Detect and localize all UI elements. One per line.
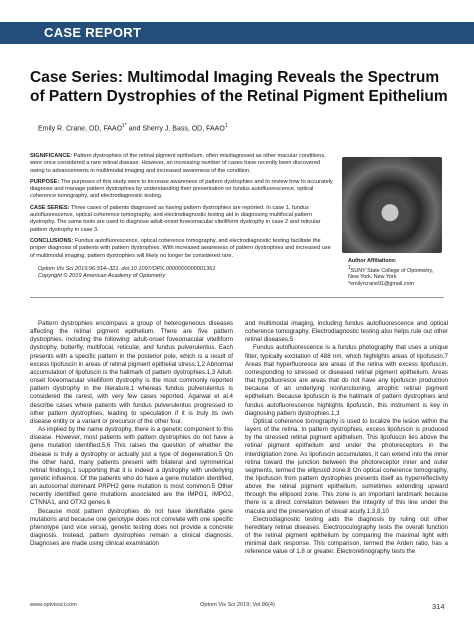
paragraph: Electrodiagnostic testing aids the diagnosis by ruling out other hereditary retinal diseases. Electrooculography tests the overall function of the retinal pigment epithelium by comparing the maximal light with minimal dark response. This comparison, termed the Arden ratio, has a reference value of 1.8 or greater. Electroretinography tests the [245,515,448,556]
case-series-text: Three cases of patients diagnosed as having pattern dystrophies are reported. In case 1, fundus autofluorescence, optical coherence tomography, and electrodiagnostic testing aid in diagnosing multifocal pattern dystrophy. The same tools are used to diagnose adult-onset foveomacular vitelliform dystrophy in case 2 and reticular pattern dystrophy in case 3. [30,204,321,233]
body-column-left [30,320,233,548]
author-2-sup: 1 [224,123,228,129]
affiliations-heading: Author Affiliations: [348,258,397,264]
author-affiliations [348,258,458,287]
body-column-right [245,320,448,557]
significance-text: Pattern dystrophies of the retinal pigment epithelium, often misdiagnosed as other macular conditions, were once considered a rare retinal disease. However, an increasing number of cases have recently been discovered owing to advancements in multimodal imaging and increased awareness of the condition. [30,153,326,174]
copyright: Copyright © 2019 American Academy of Optometry [38,273,166,280]
purpose-text: The purposes of this study were to increase awareness of pattern dystrophies and to review how to accurately diagnose and manage pattern dystrophies by understanding their presentation on fundus autofluorescence, optical coherence tomography, and electrodiagnostic testing. [30,178,333,200]
fundus-autofluorescence-image [342,157,442,253]
paragraph: As implied by the name dystrophy, there is a genetic component to this disease. However, most patients with pattern dystrophies do not have a gene mutation identified.5,6 This raises the question of whether the disease is truly a dystrophy or actually just a type of degeneration.5 On the other hand, many patients present with bilateral and symmetrical retinal findings,1 supporting that it is indeed a dystrophy with underlying genetic influence. Of the patients who do have a gene mutation identified, an autosomal dominant PRPH2 gene mutation is most common.5 Other recently identified gene mutations associated are the IMPG1, IMPG2, CTNNA1, and OTX2 genes.6 [30,426,233,507]
paragraph: Optical coherence tomography is used to localize the lesion within the layers of the retina. In pattern dystrophies, excess lipofuscin is produced by the stressed retinal pigment epithelium. This lipofuscin lies above the retinal pigment epithelium and under the photoreceptors in the interdigitation zone. As lipofuscin accumulates, it can extend into the inner retina toward the junction between the photoreceptor inner and outer segments, termed the ellipsoid zone.8 On optical coherence tomography, the lipofuscin from pattern dystrophies presents itself as hyperreflectivity above the retinal pigment epithelium, sometimes extending upward through the ellipsoid zone. This zone is an important landmark because there is a direct correlation between the integrity of this line under the macula and the preservation of visual acuity.1,3,8,10 [245,417,448,515]
affiliation-line2: New York, New York [348,273,397,280]
section-label: CASE REPORT [44,25,142,40]
significance-label: SIGNIFICANCE: [30,153,72,159]
purpose-label: PURPOSE: [30,178,60,185]
conclusions-label: CONCLUSIONS: [30,237,74,244]
affiliation-line1: 1SUNY State College of Optometry, [348,264,434,274]
abstract-significance [30,153,335,175]
article-title: Case Series: Multimodal Imaging Reveals the Spectrum of Pattern Dystrophies of the Retinal Pigment Epithelium [30,69,448,105]
section-divider [30,297,444,298]
case-series-label: CASE SERIES: [30,204,70,211]
footer-journal: Optom Vis Sci 2019; Vol 96(4) [200,602,275,608]
abstract [30,153,335,280]
paragraph: and multimodal imaging, including fundus autofluorescence and optical coherence tomography. Electrodiagnostic testing also helps rule out other retinal diseases.5 [245,320,448,344]
author-1: Emily R. Crane, OD, FAAO [38,125,123,133]
section-header-bar [0,22,474,44]
paragraph: Because most pattern dystrophies do not have identifiable gene mutations and because one genotype does not correlate with one specific phenotype (and vice versa), genetic testing does not provide a concrete diagnosis. Instead, pattern dystrophies remain a clinical diagnosis. Diagnoses are made using clinical examination [30,507,233,548]
author-line [38,123,228,132]
abstract-conclusions [30,238,335,260]
author-2: and Sherry J. Bass, OD, FAAO [126,125,225,133]
page-number: 314 [432,602,445,611]
conclusions-text: Fundus autofluorescence, optical coherence tomography, and electrodiagnostic testing facilitate the proper diagnosis of patients with pattern dystrophies. With increased awareness of pattern dystrophies and increased use of multimodal imaging, pattern dystrophies will likely no longer be considered rare. [30,237,331,259]
abstract-case-series [30,205,335,234]
author-1-sup: 1* [122,123,127,129]
corresponding-email[interactable]: *emilyrcrane91@gmail.com [348,280,414,287]
paragraph: Pattern dystrophies encompass a group of heterogeneous diseases affecting the retinal pigment epithelium. There are five pattern dystrophies, including the following: adult-onset foveomacular vitelliform dystrophy, butterfly, multifocal, reticular, and fundus pulverulentus. Each presents with a specific pattern in the posterior pole, which is a result of excess lipofuscin in areas of retinal pigment epithelial stress.1,2 Abnormal accumulation of lipofuscin is the hallmark of pattern dystrophies.1,3 Adult-onset foveomacular vitelliform dystrophy is the most commonly reported pattern dystrophy in the literature,1 whereas fundus pulverulentus is considered the rarest, with very few cases reported. Agarwal et al.4 describe cases where patients with fundus pulverulentus progressed to other pattern dystrophies, leading to speculation if it is truly its own disease entity or a variant or precursor of the other four. [30,320,233,425]
citation: Optom Vis Sci 2019;96:314–321. doi:10.1097/OPX.0000000000001361 [38,265,216,272]
paragraph: Fundus autofluorescence is a fundus photography that uses a unique filter, typically excitation of 488 nm, which highlights areas of lipofuscin.7 Areas that hyperfluoresce are areas of the retina with excess lipofuscin, corresponding to stressed or diseased retinal pigment epithelium. Areas that hypofluoresce are areas that do not have any lipofuscin production because of an underlying nonfunctioning, atrophic retinal pigment epithelium. Because lipofuscin is the hallmark of pattern dystrophies and fundus autofluorescence highlights lipofuscin, this instrument is key in diagnosing pattern dystrophies.1,3 [245,344,448,417]
abstract-purpose [30,179,335,201]
footer-website[interactable]: www.optvissci.com [30,602,77,608]
